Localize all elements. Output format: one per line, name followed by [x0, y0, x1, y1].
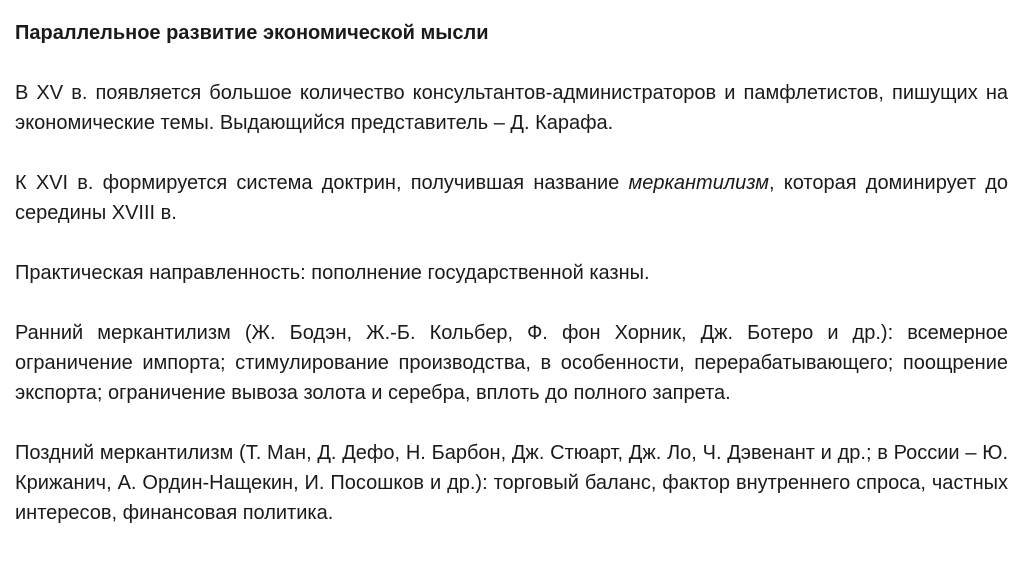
- term-mercantilism: меркантилизм: [628, 172, 770, 194]
- paragraph-mercantilism-before: К XVI в. формируется система доктрин, получившая название: [15, 172, 629, 194]
- paragraph-15th-century: В XV в. появляется большое количество консультантов-администраторов и памфлетистов, пишущих на экономические темы. Выдающийся представитель – Д. Карафа.: [15, 82, 1008, 134]
- slide-title: Параллельное развитие экономической мысли: [15, 22, 489, 44]
- slide-content: [15, 18, 1008, 528]
- paragraph-late-mercantilism: Поздний меркантилизм (Т. Ман, Д. Дефо, Н. Барбон, Дж. Стюарт, Дж. Ло, Ч. Дэвенант и др.; в России – Ю. Крижанич, А. Ордин-Нащекин, И. Посошков и др.): торговый баланс, фактор внутреннего спроса, частных интересов, финансовая политика.: [15, 442, 1008, 524]
- paragraph-mercantilism-after: , которая доминирует до середины XVIII в.: [15, 172, 1008, 224]
- paragraph-early-mercantilism: Ранний меркантилизм (Ж. Бодэн, Ж.-Б. Кольбер, Ф. фон Хорник, Дж. Ботеро и др.): всемерное ограничение импорта; стимулирование производства, в особенности, перерабатывающего; поощрение экспорта; ограничение вывоза золота и серебра, вплоть до полного запрета.: [15, 322, 1008, 404]
- paragraph-practical-focus: Практическая направленность: пополнение государственной казны.: [15, 262, 650, 284]
- paragraph-mercantilism-doctrine: [15, 168, 1008, 228]
